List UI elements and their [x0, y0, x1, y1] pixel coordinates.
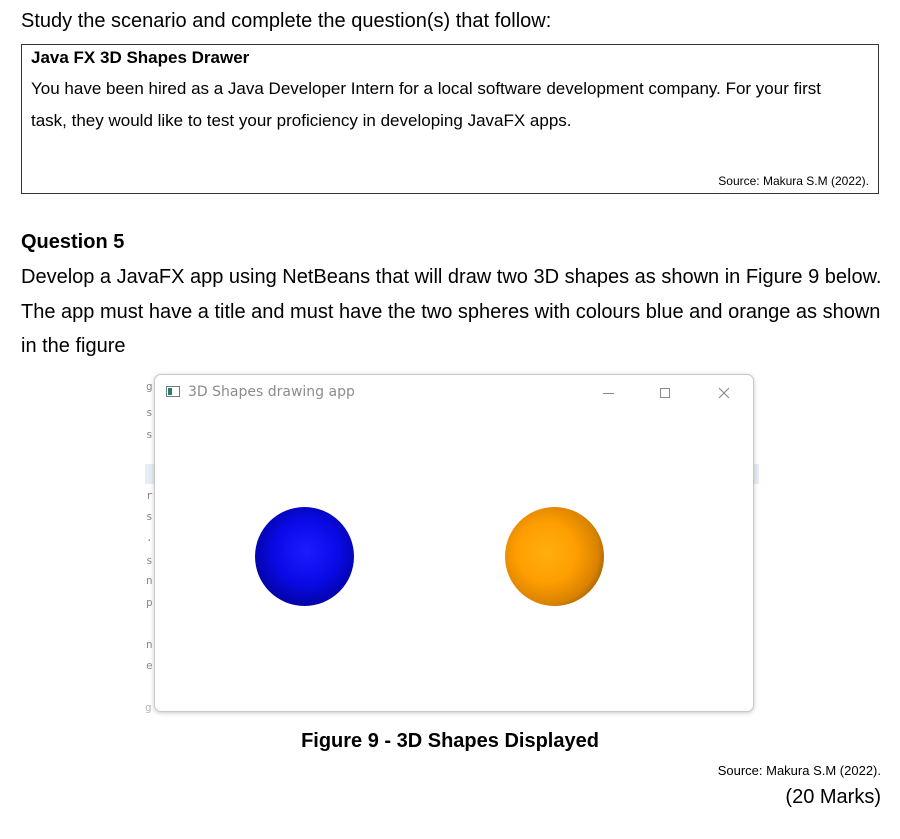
ide-gutter-glyph: g	[146, 380, 153, 393]
ide-gutter-glyph: s	[146, 428, 153, 441]
ide-gutter-glyph: n	[146, 574, 153, 587]
question-text: Develop a JavaFX app using NetBeans that will draw two 3D shapes as shown in Figure 9 below. The app must have a title and must have the two spheres with colours blue and orange as shown in the figure	[21, 266, 882, 357]
figure-caption: Figure 9 - 3D Shapes Displayed	[301, 730, 599, 752]
minimize-icon	[603, 393, 614, 394]
javafx-window	[154, 374, 754, 712]
instructions-text: Study the scenario and complete the question(s) that follow:	[21, 10, 552, 32]
maximize-icon	[660, 388, 670, 398]
scenario-source: Source: Makura S.M (2022).	[718, 174, 869, 188]
ide-bottom-code: g	[145, 701, 152, 714]
maximize-button[interactable]	[642, 379, 688, 407]
window-titlebar[interactable]	[155, 375, 753, 409]
minimize-button[interactable]	[585, 379, 631, 407]
ide-gutter-glyph: s	[146, 554, 153, 567]
figure-screenshot	[145, 368, 759, 716]
ide-gutter-glyph: .	[146, 531, 153, 544]
ide-gutter-glyph: p	[146, 596, 153, 609]
ide-gutter-glyph: s	[146, 406, 153, 419]
scenario-box	[21, 44, 879, 194]
close-icon	[718, 387, 730, 399]
scenario-title: Java FX 3D Shapes Drawer	[31, 48, 250, 67]
question-heading: Question 5	[21, 231, 125, 253]
orange-sphere	[505, 507, 604, 606]
app-window-icon	[166, 386, 180, 397]
scenario-text: You have been hired as a Java Developer Intern for a local software development company. For your first task, they would like to test your proficiency in developing JavaFX apps.	[31, 79, 821, 130]
ide-gutter-glyph: s	[146, 510, 153, 523]
ide-gutter-glyph: n	[146, 638, 153, 651]
ide-gutter-glyph: r	[146, 489, 153, 502]
close-button[interactable]	[701, 379, 747, 407]
ide-gutter-glyph: e	[146, 659, 153, 672]
marks-label: (20 Marks)	[785, 786, 881, 808]
figure-source: Source: Makura S.M (2022).	[717, 763, 881, 778]
blue-sphere	[255, 507, 354, 606]
window-title: 3D Shapes drawing app	[188, 384, 355, 400]
